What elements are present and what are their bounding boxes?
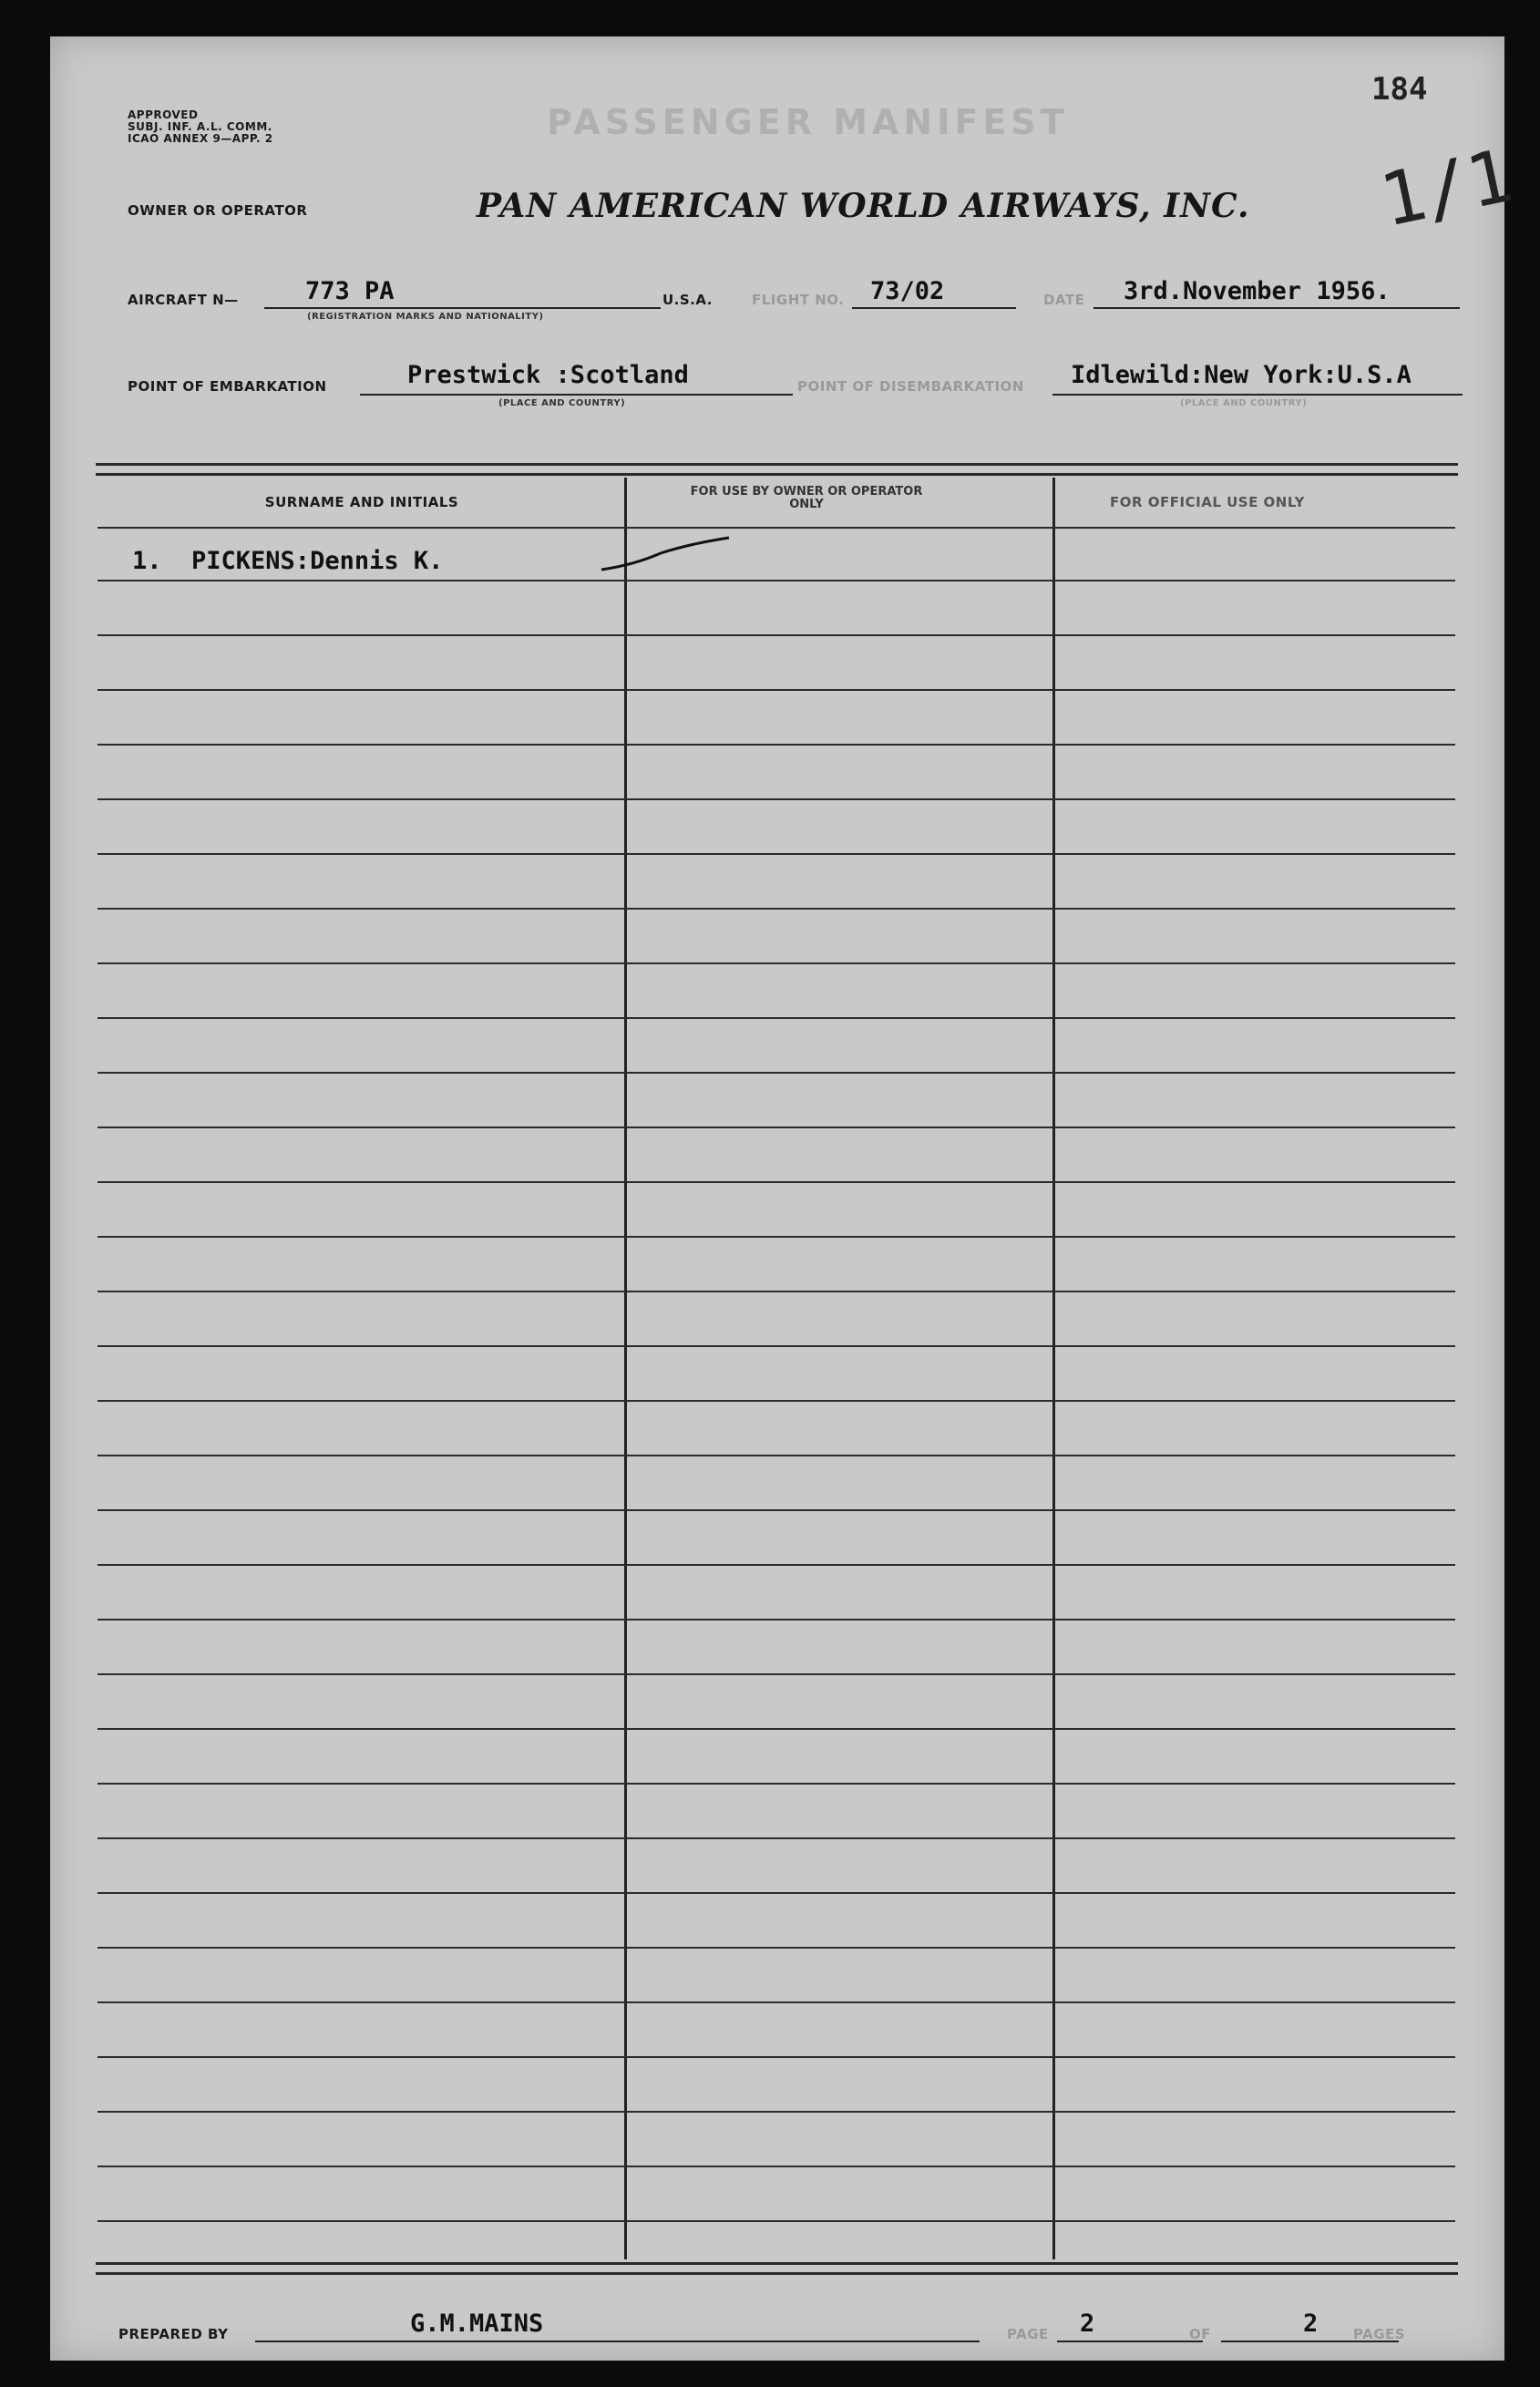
- table-row-line: [98, 1673, 1455, 1675]
- flight-label: FLIGHT NO.: [752, 292, 845, 308]
- column-header-owner: FOR USE BY OWNER OR OPERATOR ONLY: [690, 485, 923, 511]
- table-row-line: [98, 527, 1455, 529]
- embarkation-underline: [360, 394, 793, 396]
- table-row-line: [98, 1072, 1455, 1074]
- table-row-line: [98, 798, 1455, 800]
- prepared-value: G.M.MAINS: [410, 2310, 544, 2338]
- flight-value: 73/02: [870, 277, 945, 305]
- pages-label: PAGES: [1353, 2326, 1406, 2342]
- page-value: 2: [1080, 2310, 1095, 2338]
- aircraft-label: AIRCRAFT N—: [128, 292, 239, 308]
- of-value: 2: [1303, 2310, 1319, 2338]
- table-row-line: [98, 962, 1455, 964]
- table-row-line: [98, 1345, 1455, 1347]
- prepared-underline: [255, 2341, 980, 2342]
- approval-block: [128, 109, 273, 145]
- table-row-line: [98, 580, 1455, 581]
- table-row-line: [98, 1400, 1455, 1402]
- table-row-line: [98, 1783, 1455, 1785]
- disembarkation-underline: [1052, 394, 1463, 396]
- table-row-line: [98, 908, 1455, 910]
- table-row-line: [98, 2220, 1455, 2222]
- date-value: 3rd.November 1956.: [1124, 277, 1391, 305]
- of-label: OF: [1189, 2326, 1211, 2342]
- table-row-line: [98, 1291, 1455, 1292]
- table-row-line: [98, 744, 1455, 746]
- flight-underline: [852, 307, 1016, 309]
- table-row-line: [98, 1127, 1455, 1128]
- approval-line: SUBJ. INF. A.L. COMM.: [128, 120, 272, 133]
- approval-line: APPROVED: [128, 108, 199, 121]
- table-row-line: [98, 1892, 1455, 1894]
- column-header-official: FOR OFFICIAL USE ONLY: [1110, 494, 1305, 510]
- passenger-row-1-name: 1. PICKENS:Dennis K.: [132, 547, 444, 575]
- table-row-line: [98, 2166, 1455, 2167]
- table-row-line: [98, 1236, 1455, 1238]
- table-row-line: [98, 853, 1455, 855]
- disembarkation-sublabel: (PLACE AND COUNTRY): [1180, 398, 1308, 408]
- disembarkation-label: POINT OF DISEMBARKATION: [797, 378, 1024, 395]
- embarkation-value: Prestwick :Scotland: [407, 361, 689, 389]
- table-row-line: [98, 1509, 1455, 1511]
- aircraft-value: 773 PA: [305, 277, 395, 305]
- embarkation-label: POINT OF EMBARKATION: [128, 378, 327, 395]
- page-underline: [1057, 2341, 1203, 2342]
- table-row-line: [98, 1728, 1455, 1730]
- prepared-label: PREPARED BY: [118, 2326, 229, 2342]
- approval-line: ICAO ANNEX 9—APP. 2: [128, 132, 273, 145]
- table-row-line: [98, 2056, 1455, 2058]
- table-row-line: [98, 1837, 1455, 1839]
- column-header-surname: SURNAME AND INITIALS: [264, 494, 459, 510]
- aircraft-sublabel: (REGISTRATION MARKS AND NATIONALITY): [307, 312, 544, 322]
- table-row-line: [98, 1947, 1455, 1949]
- usa-label: U.S.A.: [662, 292, 713, 308]
- table-row-line: [98, 1619, 1455, 1620]
- table-row-line: [98, 689, 1455, 691]
- form-title: PASSENGER MANIFEST: [547, 102, 1069, 142]
- table-row-line: [98, 634, 1455, 636]
- manifest-sheet: [50, 36, 1520, 2361]
- disembarkation-value: Idlewild:New York:U.S.A: [1071, 361, 1412, 389]
- page-label: PAGE: [1007, 2326, 1049, 2342]
- check-mark-icon: [597, 533, 734, 579]
- owner-label: OWNER OR OPERATOR: [128, 202, 308, 219]
- table-row-line: [98, 1455, 1455, 1456]
- owner-value: PAN AMERICAN WORLD AIRWAYS, INC.: [477, 187, 1250, 225]
- handwritten-mark: 1/1: [1372, 132, 1520, 244]
- table-row-line: [98, 1181, 1455, 1183]
- table-bottom-rule: [96, 2262, 1458, 2275]
- table-top-rule: [96, 463, 1458, 476]
- page-number-stamp: 184: [1371, 71, 1428, 108]
- date-label: DATE: [1043, 292, 1085, 308]
- embarkation-sublabel: (PLACE AND COUNTRY): [498, 398, 626, 408]
- table-row-line: [98, 1564, 1455, 1566]
- date-underline: [1093, 307, 1460, 309]
- table-row-line: [98, 2001, 1455, 2003]
- aircraft-underline: [264, 307, 661, 309]
- table-row-line: [98, 2111, 1455, 2113]
- table-row-line: [98, 1017, 1455, 1019]
